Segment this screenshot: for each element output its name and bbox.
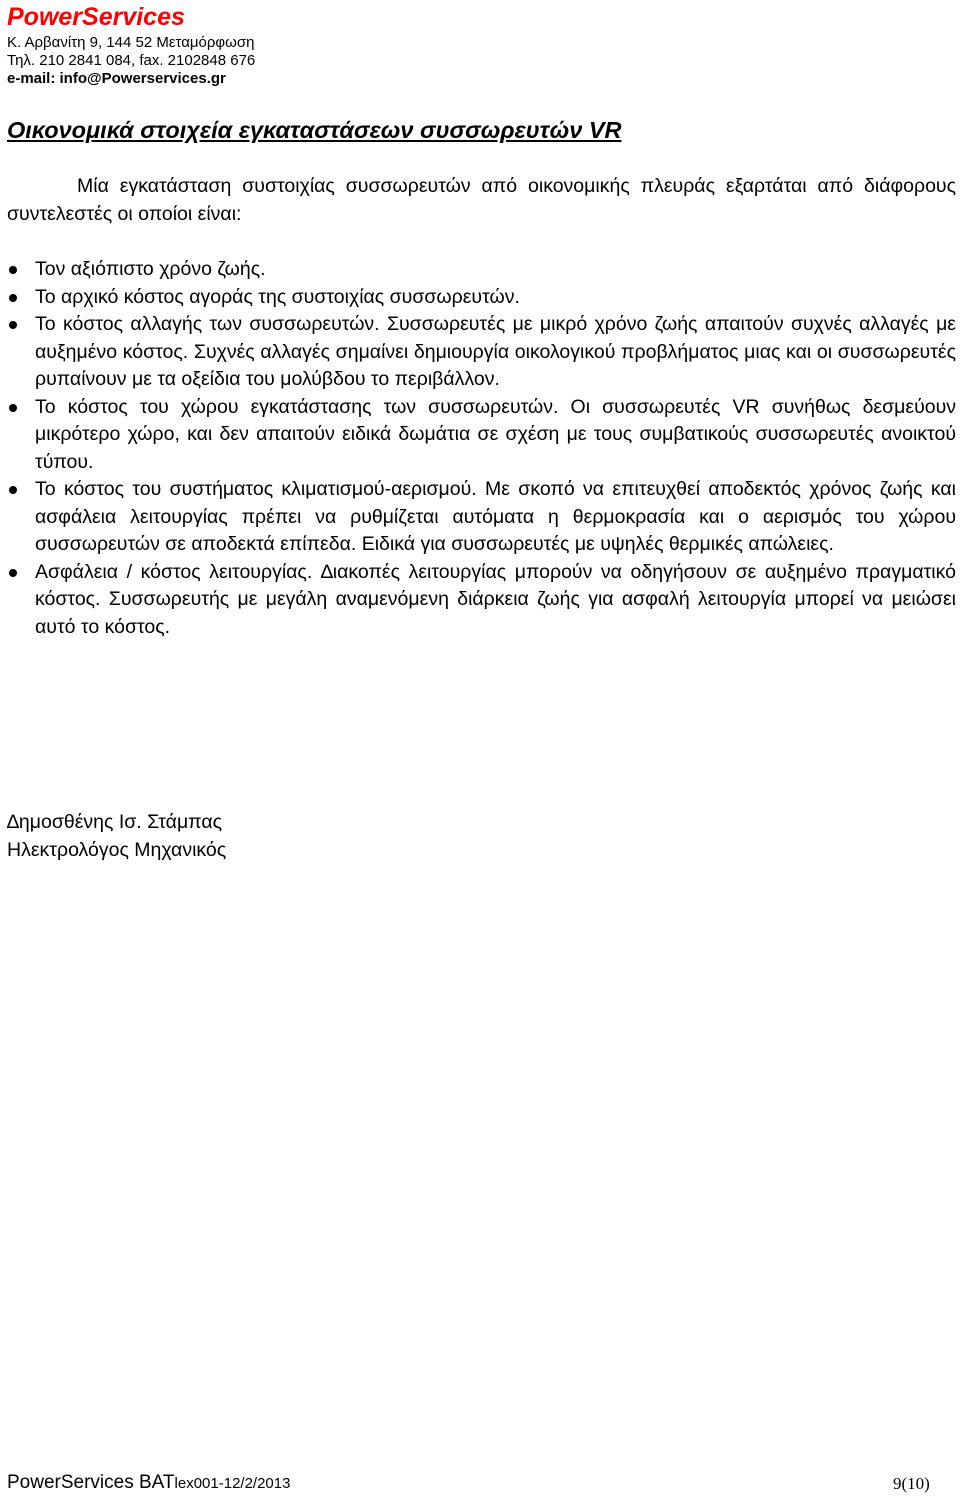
page-footer xyxy=(7,1471,290,1496)
list-item-text: Το κόστος αλλαγής των συσσωρευτών. Συσσωρευτές με μικρό χρόνο ζωής απαιτούν συχνές αλλαγές με αυξημένο κόστος. Συχνές αλλαγές σημαίνει δημιουργία οικολογικού προβλήματος μιας και οι συσσωρευτές ρυπαίνουν με τα οξείδια του μολύβδου το περιβάλλον. xyxy=(35,313,956,390)
intro-paragraph: Μία εγκατάσταση συστοιχίας συσσωρευτών από οικονομικής πλευράς εξαρτάται από διάφορους συντελεστές οι οποίοι είναι: xyxy=(7,175,956,225)
company-address: Κ. Αρβανίτη 9, 144 52 Μεταμόρφωση xyxy=(7,34,255,51)
bullet-icon xyxy=(9,294,17,302)
list-item xyxy=(0,256,956,284)
document-title: Οικονομικά στοιχεία εγκαταστάσεων συσσωρευτών VR xyxy=(7,117,622,143)
footer-doc-code: lex001-12/2/2013 xyxy=(174,1475,291,1492)
list-item xyxy=(0,476,956,559)
list-item-text: Το κόστος του συστήματος κλιματισμού-αερισμού. Με σκοπό να επιτευχθεί αποδεκτός χρόνος ζωής και ασφάλεια λειτουργίας πρέπει να ρυθμίζεται αυτόματα η θερμοκρασία και ο αερισμός του χώρου συσσωρευτών σε αποδεκτά επίπεδα. Ειδικά για συσσωρευτές με υψηλές θερμικές απώλειες. xyxy=(35,478,956,555)
list-item xyxy=(0,559,956,642)
company-email: e-mail: info@Powerservices.gr xyxy=(7,70,226,87)
list-item-text: Το κόστος του χώρου εγκατάστασης των συσσωρευτών. Οι συσσωρευτές VR συνήθως δεσμεύουν μικρότερο χώρο, και δεν απαιτούν ειδικά δωμάτια σε σχέση με τους συμβατικούς συσσωρευτές ανοικτού τύπου. xyxy=(35,395,956,473)
company-name: PowerServices xyxy=(7,3,185,31)
bullet-icon xyxy=(9,266,17,274)
company-phone: Τηλ. 210 2841 084, fax. 2102848 676 xyxy=(7,52,256,69)
factors-list xyxy=(0,256,956,641)
list-item xyxy=(0,311,956,394)
list-item-text: Το αρχικό κόστος αγοράς της συστοιχίας συσσωρευτών. xyxy=(35,285,520,308)
signature-role: Ηλεκτρολόγος Μηχανικός xyxy=(7,838,227,861)
footer-brand: PowerServices BAT xyxy=(7,1472,175,1493)
page-number: 9(10) xyxy=(893,1474,930,1493)
list-item xyxy=(0,394,956,477)
signature-name: ∆ημοσθένης Ισ. Στάμπας xyxy=(7,811,223,833)
bullet-icon xyxy=(9,486,17,494)
list-item xyxy=(0,284,956,312)
bullet-icon xyxy=(9,404,17,412)
bullet-icon xyxy=(9,321,17,329)
signature-block xyxy=(7,809,226,864)
list-item-text: Τον αξιόπιστο χρόνο ζωής. xyxy=(35,258,266,280)
list-item-text: Ασφάλεια / κόστος λειτουργίας. ∆ιακοπές λειτουργίας μπορούν να οδηγήσουν σε αυξημένο πραγματικό κόστος. Συσσωρευτής με μεγάλη αναμενόμενη διάρκεια ζωής για ασφαλή λειτουργία μπορεί να μειώσει αυτό το κόστος. xyxy=(35,560,956,638)
bullet-icon xyxy=(9,569,17,577)
